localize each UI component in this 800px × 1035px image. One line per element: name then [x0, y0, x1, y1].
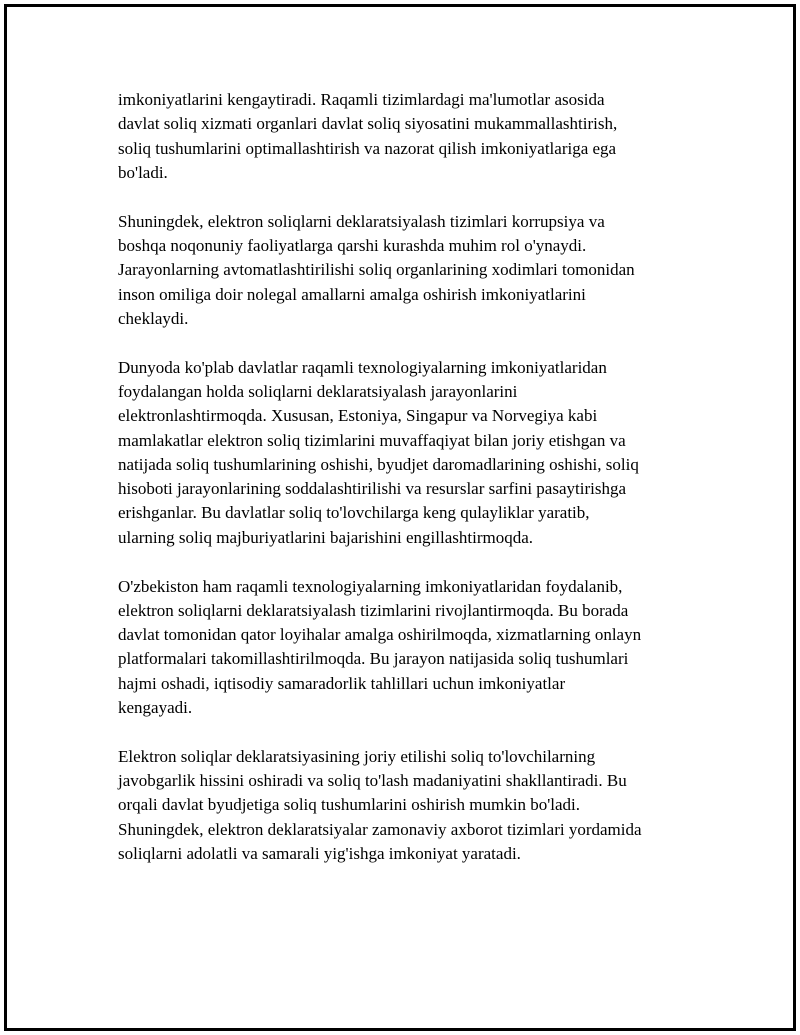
text-line: boshqa noqonuniy faoliyatlarga qarshi kurashda muhim rol o'ynaydi.	[118, 235, 587, 255]
text-line: foydalangan holda soliqlarni deklaratsiyalash jarayonlarini	[118, 381, 518, 401]
text-line: erishganlar. Bu davlatlar soliq to'lovchilarga keng qulayliklar yaratib,	[118, 503, 590, 523]
paragraph	[118, 210, 698, 331]
text-line: davlat soliq xizmati organlari davlat soliq siyosatini mukammallashtirish,	[118, 114, 618, 134]
text-line: ularning soliq majburiyatlarini bajarishini engillashtirmoqda.	[118, 527, 533, 547]
text-line: bo'ladi.	[118, 162, 168, 182]
text-line: hisoboti jarayonlarining soddalashtirilishi va resurslar sarfini pasaytirishga	[118, 479, 626, 499]
text-line: soliq tushumlarini optimallashtirish va nazorat qilish imkoniyatlariga ega	[118, 138, 617, 158]
text-line: elektron soliqlarni deklaratsiyalash tizimlarini rivojlantirmoqda. Bu borada	[118, 600, 629, 620]
document-body	[118, 88, 698, 891]
text-line: kengayadi.	[118, 698, 193, 718]
paragraph	[118, 88, 698, 185]
text-line: mamlakatlar elektron soliq tizimlarini muvaffaqiyat bilan joriy etishgan va	[118, 430, 626, 450]
text-line: inson omiliga doir nolegal amallarni amalga oshirish imkoniyatlarini	[118, 284, 586, 304]
paragraph	[118, 745, 698, 866]
text-line: Elektron soliqlar deklaratsiyasining joriy etilishi soliq to'lovchilarning	[118, 746, 596, 766]
text-line: elektronlashtirmoqda. Xususan, Estoniya, Singapur va Norvegiya kabi	[118, 406, 598, 426]
text-line: hajmi oshadi, iqtisodiy samaradorlik tahlillari uchun imkoniyatlar	[118, 673, 566, 693]
text-line: platformalari takomillashtirilmoqda. Bu jarayon natijasida soliq tushumlari	[118, 649, 629, 669]
text-line: soliqlarni adolatli va samarali yig'ishga imkoniyat yaratadi.	[118, 844, 521, 864]
paragraph	[118, 575, 698, 721]
text-line: natijada soliq tushumlarining oshishi, byudjet daromadlarining oshishi, soliq	[118, 454, 639, 474]
text-line: imkoniyatlarini kengaytiradi. Raqamli tizimlardagi ma'lumotlar asosida	[118, 90, 605, 109]
text-line: cheklaydi.	[118, 308, 189, 328]
text-line: davlat tomonidan qator loyihalar amalga oshirilmoqda, xizmatlarning onlayn	[118, 625, 642, 645]
text-line: Shuningdek, elektron deklaratsiyalar zamonaviy axborot tizimlari yordamida	[118, 819, 642, 839]
paragraph	[118, 356, 698, 550]
text-line: O'zbekiston ham raqamli texnologiyalarning imkoniyatlaridan foydalanib,	[118, 576, 623, 596]
text-line: javobgarlik hissini oshiradi va soliq to'lash madaniyatini shakllantiradi. Bu	[118, 771, 627, 791]
text-line: orqali davlat byudjetiga soliq tushumlarini oshirish mumkin bo'ladi.	[118, 795, 581, 815]
text-line: Dunyoda ko'plab davlatlar raqamli texnologiyalarning imkoniyatlaridan	[118, 357, 607, 377]
text-line: Jarayonlarning avtomatlashtirilishi soliq organlarining xodimlari tomonidan	[118, 260, 635, 280]
text-line: Shuningdek, elektron soliqlarni deklaratsiyalash tizimlari korrupsiya va	[118, 211, 605, 231]
